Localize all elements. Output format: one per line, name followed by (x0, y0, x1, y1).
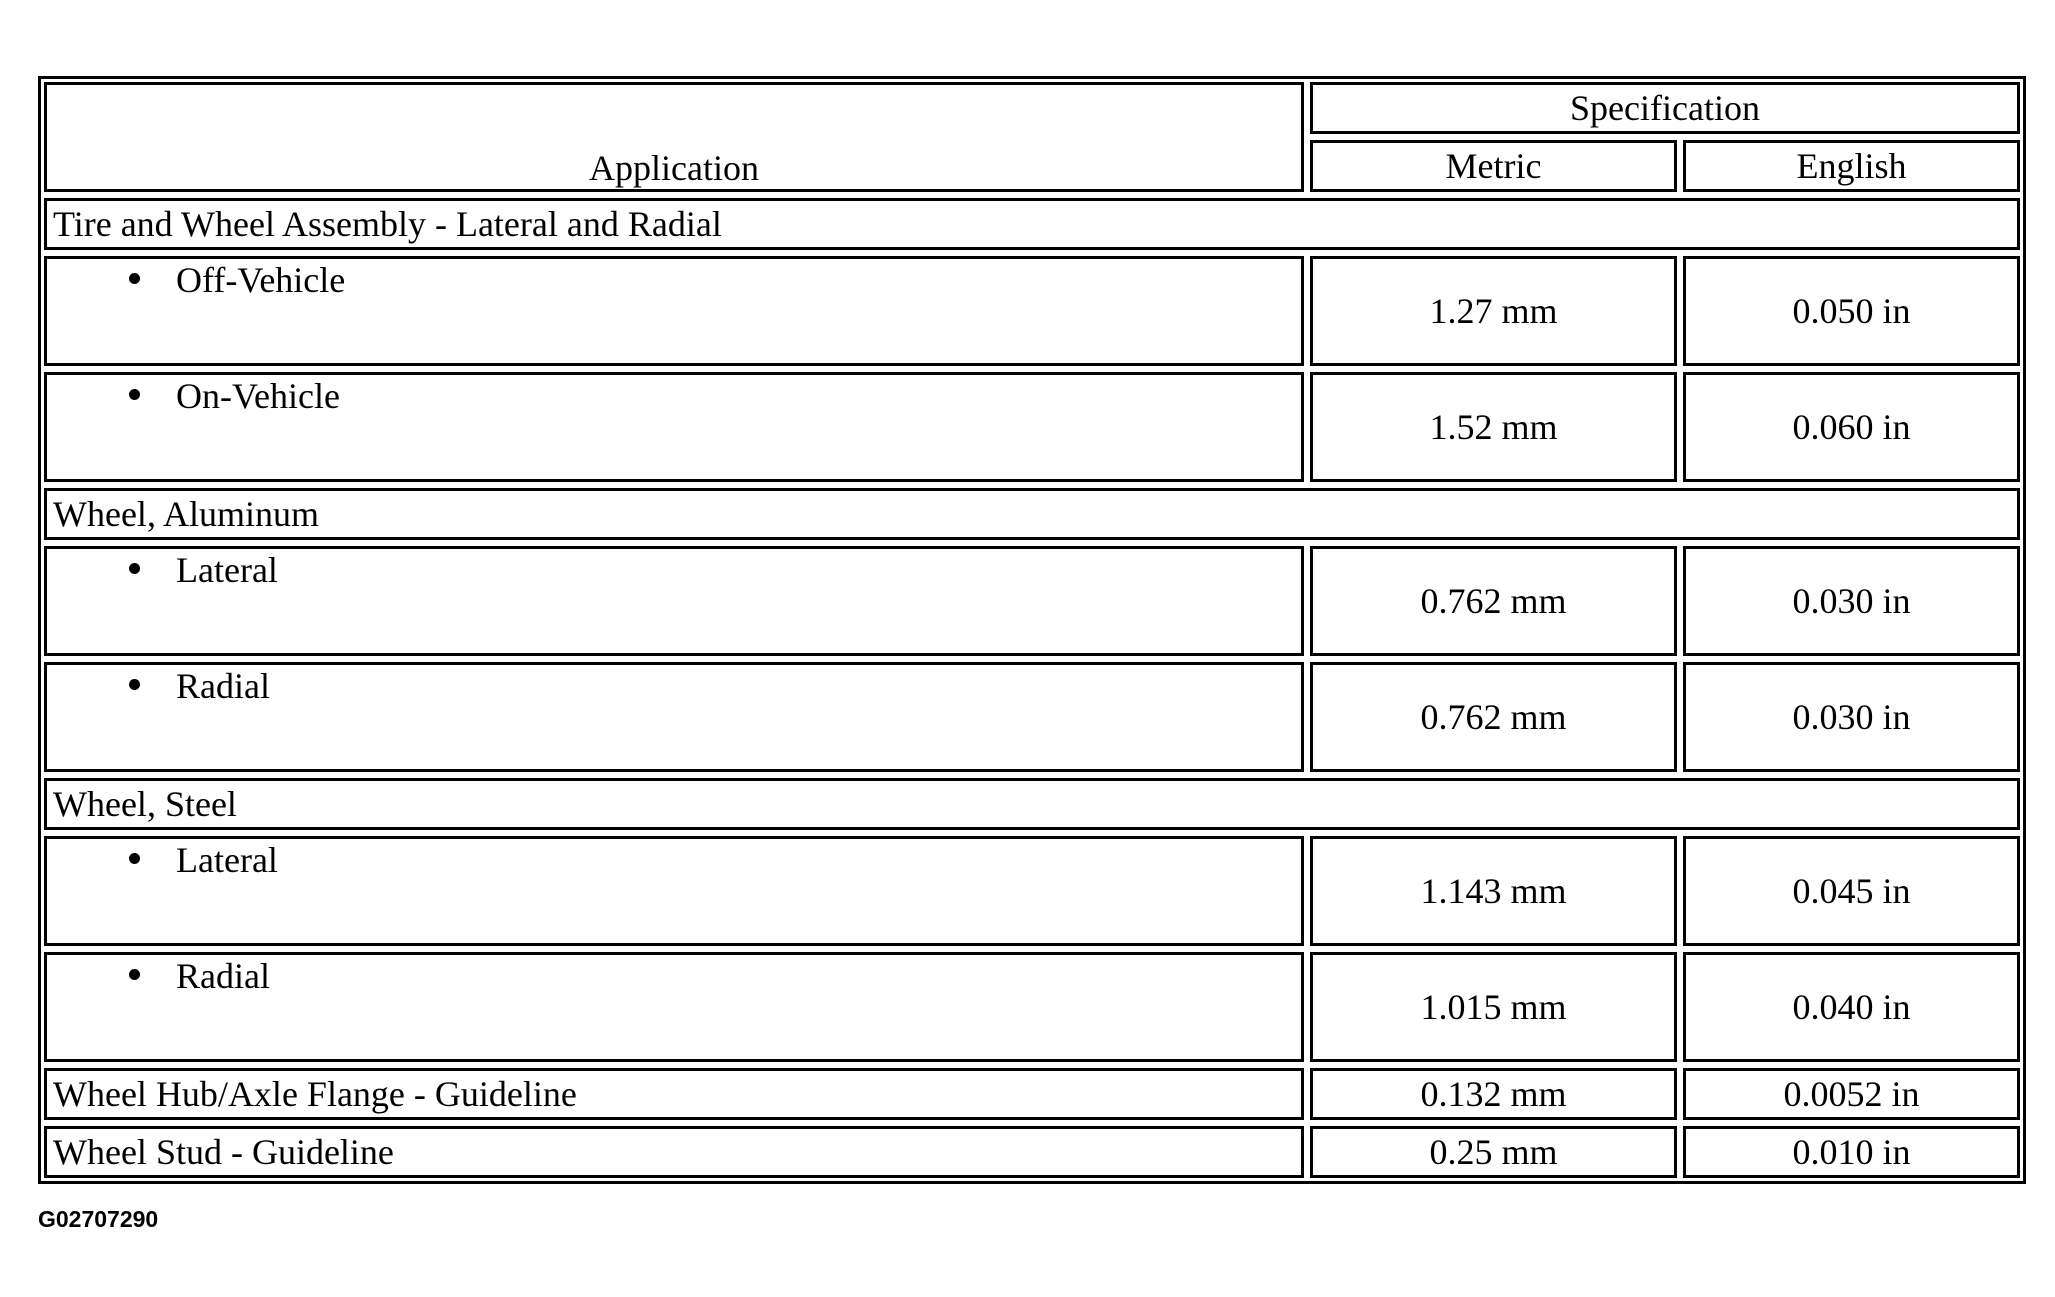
bullet-icon (129, 853, 140, 864)
english-cell: 0.030 in (1683, 546, 2020, 656)
item-label: On-Vehicle (176, 376, 340, 416)
group-row (44, 198, 2020, 250)
metric-cell: 1.27 mm (1310, 256, 1677, 366)
table-row (44, 836, 2020, 946)
table-row (44, 372, 2020, 482)
group-title: Tire and Wheel Assembly - Lateral and Radial (44, 198, 2020, 250)
runout-spec-table (38, 76, 2026, 1184)
metric-cell: 0.762 mm (1310, 546, 1677, 656)
metric-cell: 1.015 mm (1310, 952, 1677, 1062)
application-header: Application (44, 82, 1304, 192)
application-cell (44, 372, 1304, 482)
application-cell: Wheel Hub/Axle Flange - Guideline (44, 1068, 1304, 1120)
english-cell: 0.060 in (1683, 372, 2020, 482)
group-title: Wheel, Aluminum (44, 488, 2020, 540)
english-cell: 0.050 in (1683, 256, 2020, 366)
bullet-icon (129, 679, 140, 690)
english-cell: 0.010 in (1683, 1126, 2020, 1178)
table-row (44, 1068, 2020, 1120)
metric-cell: 0.132 mm (1310, 1068, 1677, 1120)
application-cell (44, 952, 1304, 1062)
application-cell (44, 836, 1304, 946)
application-cell (44, 546, 1304, 656)
english-cell: 0.040 in (1683, 952, 2020, 1062)
bullet-icon (129, 969, 140, 980)
application-cell (44, 256, 1304, 366)
english-cell: 0.045 in (1683, 836, 2020, 946)
bullet-icon (129, 563, 140, 574)
metric-cell: 1.52 mm (1310, 372, 1677, 482)
application-cell: Wheel Stud - Guideline (44, 1126, 1304, 1178)
english-header: English (1683, 140, 2020, 192)
group-row (44, 488, 2020, 540)
metric-cell: 1.143 mm (1310, 836, 1677, 946)
metric-cell: 0.762 mm (1310, 662, 1677, 772)
table-row (44, 256, 2020, 366)
spec-table-frame (38, 76, 2026, 1184)
group-title: Wheel, Steel (44, 778, 2020, 830)
table-row (44, 1126, 2020, 1178)
item-label: Lateral (176, 840, 278, 880)
item-label: Radial (176, 666, 270, 706)
table-row (44, 546, 2020, 656)
item-label: Off-Vehicle (176, 260, 346, 300)
bullet-icon (129, 389, 140, 400)
application-cell (44, 662, 1304, 772)
bullet-icon (129, 273, 140, 284)
table-row (44, 952, 2020, 1062)
specification-header: Specification (1310, 82, 2020, 134)
table-row (44, 662, 2020, 772)
item-label: Radial (176, 956, 270, 996)
group-row (44, 778, 2020, 830)
item-label: Lateral (176, 550, 278, 590)
english-cell: 0.0052 in (1683, 1068, 2020, 1120)
metric-cell: 0.25 mm (1310, 1126, 1677, 1178)
english-cell: 0.030 in (1683, 662, 2020, 772)
figure-id: G02707290 (38, 1206, 159, 1232)
metric-header: Metric (1310, 140, 1677, 192)
